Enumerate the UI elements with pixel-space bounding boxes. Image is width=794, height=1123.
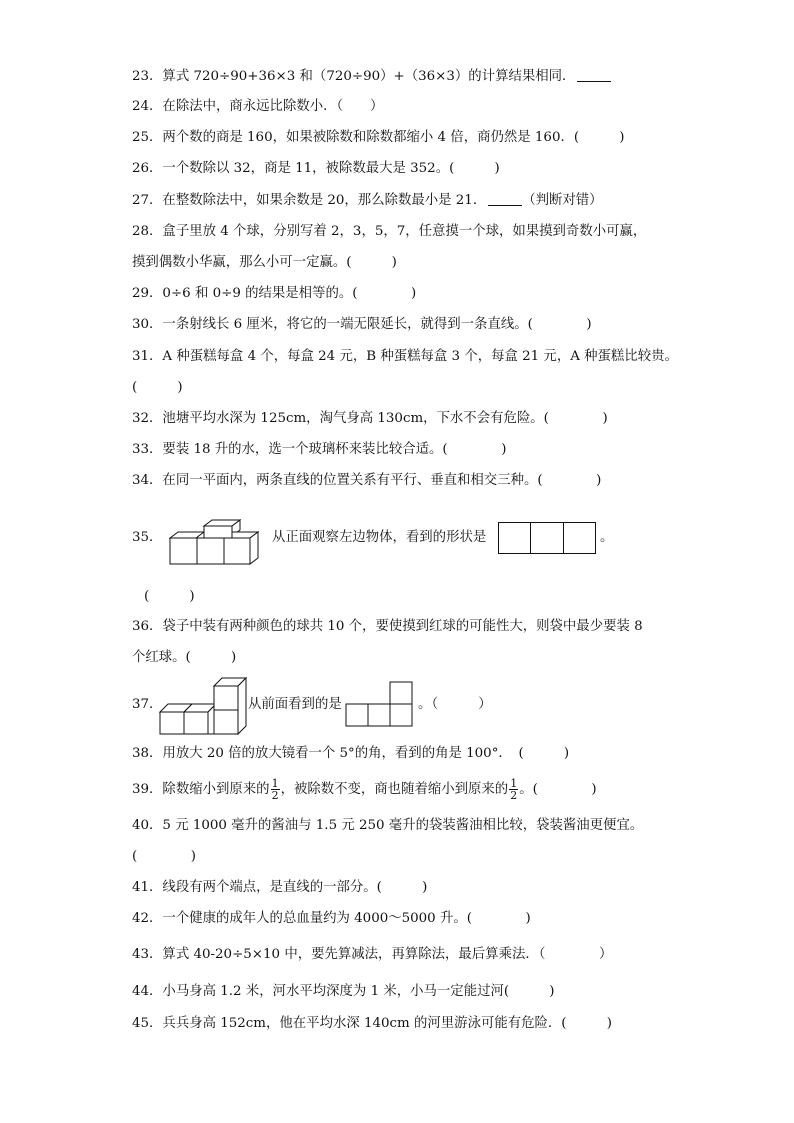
square-cell [564, 523, 595, 553]
question-24: 24．在除法中，商永远比除数小．（ ） [132, 99, 384, 114]
question-43: 43．算式 40-20÷5×10 中，要先算减法，再算除法，最后算乘法．（ ） [132, 947, 613, 962]
question-44: 44．小马身高 1.2 米，河水平均深度为 1 米，小马一定能过河( ) [132, 984, 555, 999]
question-37-end: 。（ ） [418, 697, 492, 712]
answer-blank[interactable] [488, 191, 522, 206]
answer-blank[interactable] [577, 67, 611, 82]
question-30: 30．一条射线长 6 厘米，将它的一端无限延长，就得到一条直线。( ) [132, 317, 592, 332]
question-36-line2: 个红球。( ) [132, 650, 237, 665]
fraction-one-half: $\frac{1}{2}$ [271, 777, 279, 802]
question-32: 32．池塘平均水深为 125cm，淘气身高 130cm，下水不会有危险。( ) [132, 411, 608, 426]
front-view-shape-35 [498, 522, 596, 554]
question-39: 39．除数缩小到原来的 $\frac{1}{2}$ ，被除数不变，商也随着缩小到原来的 $\frac{1}{2}$ 。( ) [132, 777, 597, 802]
question-34: 34．在同一平面内，两条直线的位置关系有平行、垂直和相交三种。( ) [132, 473, 602, 488]
question-35-number: 35． [132, 530, 163, 545]
question-38: 38．用放大 20 倍的放大镜看一个 5°的角，看到的角是 100°． ( ) [132, 746, 570, 761]
question-27: 27．在整数除法中，如果余数是 20，那么除数最小是 21． （判断对错） [132, 193, 603, 208]
question-31-line1: 31．A 种蛋糕每盒 4 个，每盒 24 元，B 种蛋糕每盒 3 个，每盒 21 元，A 种蛋糕比较贵。 [132, 349, 678, 364]
question-45: 45．兵兵身高 152cm，他在平均水深 140cm 的河里游泳可能有危险．( ) [132, 1016, 612, 1031]
square-cell [499, 523, 531, 553]
question-33: 33．要装 18 升的水，选一个玻璃杯来装比较合适。( ) [132, 442, 507, 457]
question-37-text: 从前面看到的是 [248, 697, 342, 712]
square-cell [531, 523, 563, 553]
question-36-line1: 36．袋子中装有两种颜色的球共 10 个，要使摸到红球的可能性大，则袋中最少要装 8 [132, 619, 643, 634]
question-26: 26．一个数除以 32，商是 11，被除数最大是 352。( ) [132, 161, 500, 176]
question-35-text: 从正面观察左边物体，看到的形状是 [272, 530, 487, 545]
question-35-paren: ( ) [144, 589, 195, 604]
cube-stack-figure-37 [158, 672, 248, 738]
question-25: 25．两个数的商是 160，如果被除数和除数都缩小 4 倍，商仍然是 160．( ) [132, 130, 625, 145]
cube-stack-figure-35 [168, 518, 266, 566]
fraction-one-half: $\frac{1}{2}$ [510, 777, 518, 802]
question-29: 29．0÷6 和 0÷9 的结果是相等的。( ) [132, 286, 417, 301]
question-41: 41．线段有两个端点，是直线的一部分。( ) [132, 880, 428, 895]
question-42: 42．一个健康的成年人的总血量约为 4000～5000 升。( ) [132, 911, 531, 926]
question-37-number: 37． [132, 697, 163, 712]
question-40-line1: 40．5 元 1000 毫升的酱油与 1.5 元 250 毫升的袋装酱油相比较，袋装酱油更便宜。 [132, 818, 644, 833]
question-23: 23．算式 720÷90+36×3 和（720÷90）+（36×3）的计算结果相同． [132, 67, 611, 86]
question-40-line2: ( ) [132, 849, 197, 864]
question-28-line1: 28．盒子里放 4 个球，分别写着 2，3，5，7，任意摸一个球，如果摸到奇数小可赢， [132, 224, 647, 239]
question-31-line2: ( ) [132, 380, 183, 395]
front-view-shape-37 [345, 680, 415, 728]
question-28-line2: 摸到偶数小华赢，那么小可一定赢。( ) [132, 255, 397, 270]
question-35-end: 。 [600, 530, 614, 545]
